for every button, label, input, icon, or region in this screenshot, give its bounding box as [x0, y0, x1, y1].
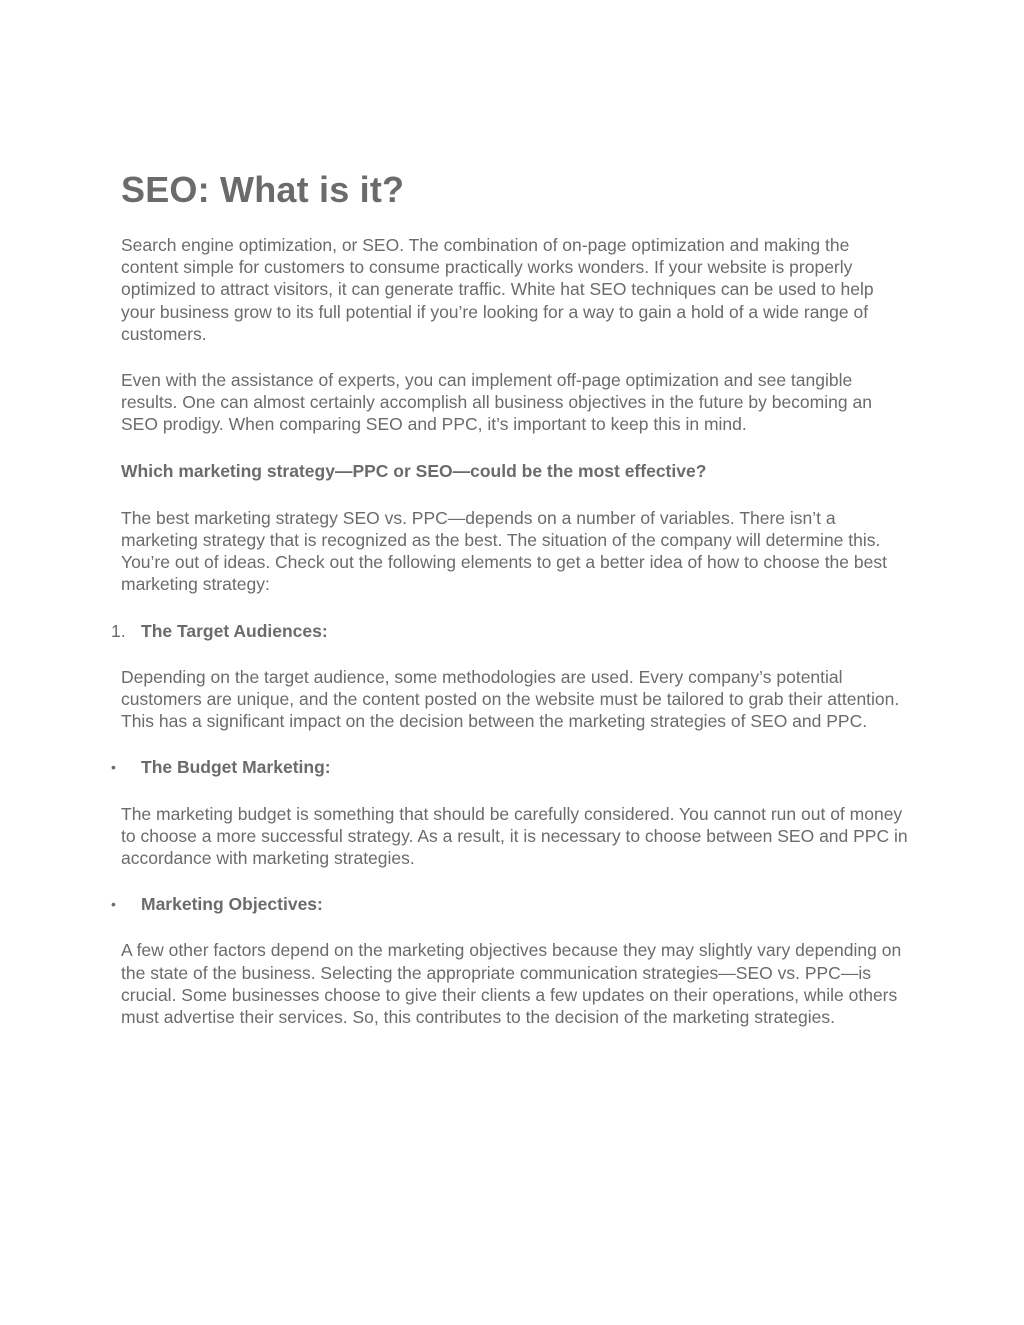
bullet-marker: • [111, 896, 116, 913]
section-heading-target-audiences: The Target Audiences: [141, 620, 328, 641]
section-body-target-audiences: Depending on the target audience, some methodologies are used. Every company’s potential customers are unique, and the content posted on the website must be tailored to grab their attention. This has a significant impact on the decision between the marketing strategies of SEO and PPC. [121, 666, 900, 732]
intro-paragraph-1: Search engine optimization, or SEO. The combination of on-page optimization and making the content simple for customers to consume practically works wonders. If your website is properly optimized to attract visitors, it can generate traffic. White hat SEO techniques can be used to help your business grow to its full potential if you’re looking for a way to gain a hold of a wide range of customers. [121, 235, 874, 344]
list-item-marketing-objectives [111, 893, 911, 915]
bullet-marker: • [111, 759, 116, 776]
list-item-target-audiences [111, 620, 911, 642]
section-heading-marketing-objectives: Marketing Objectives: [141, 894, 323, 915]
strategy-paragraph: The best marketing strategy SEO vs. PPC—depends on a number of variables. There isn’t a marketing strategy that is recognized as the best. The situation of the company will determine this. You’re out of ideas. Check out the following elements to get a better idea of how to choose the best marketing strategy: [121, 507, 887, 595]
section-body-budget-marketing: The marketing budget is something that should be carefully considered. You cannot run out of money to choose a more successful strategy. As a result, it is necessary to choose between SEO and PPC in accordance with marketing strategies. [121, 803, 908, 869]
section-heading-budget-marketing: The Budget Marketing: [141, 757, 331, 778]
list-item-budget-marketing [111, 756, 911, 778]
page-title: SEO: What is it? [121, 169, 405, 210]
document-content [111, 168, 911, 1052]
intro-paragraph-2: Even with the assistance of experts, you can implement off-page optimization and see tangible results. One can almost certainly accomplish all business objectives in the future by becoming an SEO prodigy. When comparing SEO and PPC, it’s important to keep this in mind. [121, 370, 872, 435]
question-subheading: Which marketing strategy—PPC or SEO—could be the most effective? [121, 460, 707, 481]
section-body-marketing-objectives: A few other factors depend on the marketing objectives because they may slightly vary depending on the state of the business. Selecting the appropriate communication strategies—SEO vs. PPC—is crucial. Some businesses choose to give their clients a few updates on their operations, while others must advertise their services. So, this contributes to the decision of the marketing strategies. [121, 940, 902, 1028]
list-number-marker: 1. [111, 620, 126, 641]
